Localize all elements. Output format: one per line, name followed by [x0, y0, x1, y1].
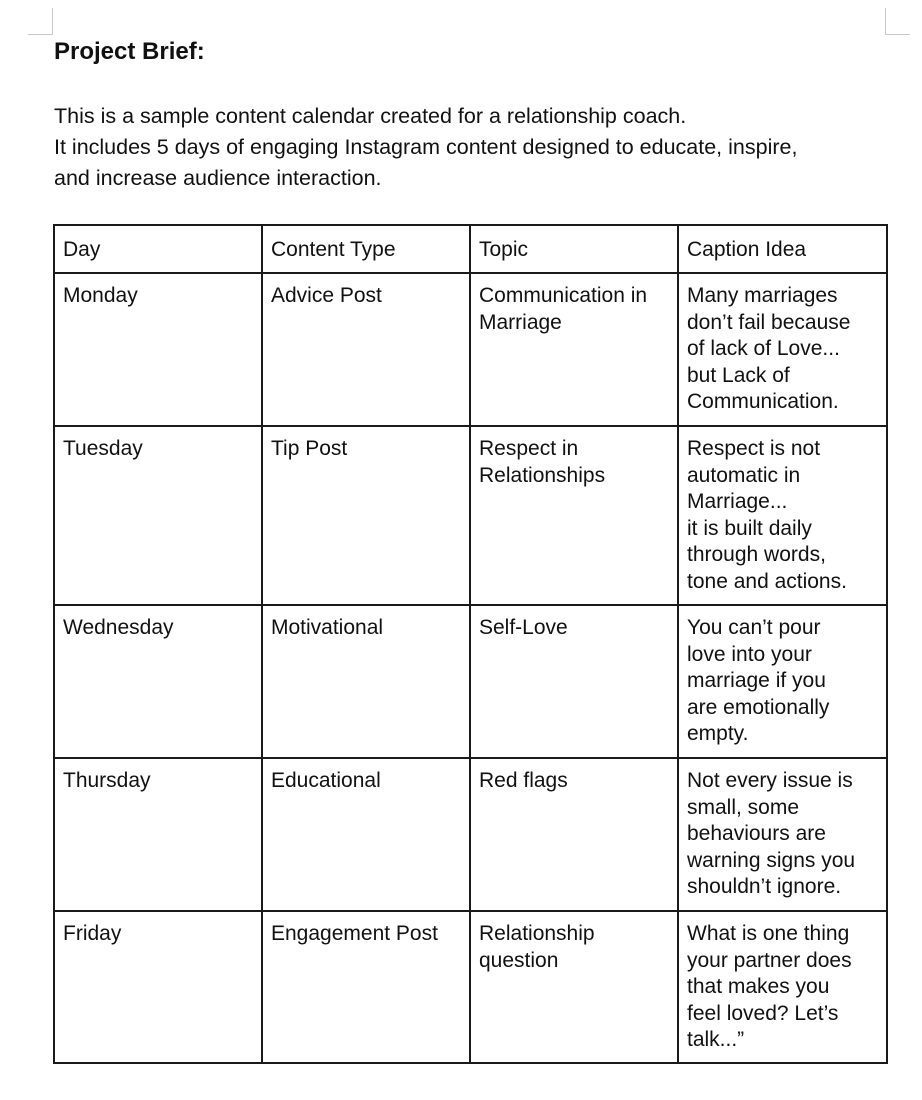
cell-topic: Relationship question [470, 911, 678, 1063]
caption-line: love into your [687, 642, 812, 666]
brief-heading: Project Brief: [54, 38, 205, 65]
caption-line: shouldn’t ignore. [687, 875, 842, 898]
caption-line: that makes you [687, 975, 830, 998]
cell-caption [678, 605, 887, 758]
cell-day: Monday [54, 273, 262, 426]
page-corner-mark-top-left [28, 8, 53, 35]
cell-day: Thursday [54, 758, 262, 911]
caption-line: small, some [687, 795, 800, 819]
cell-content-type: Motivational [262, 605, 470, 758]
caption-line: You can’t pour [687, 616, 821, 639]
cell-day: Tuesday [54, 426, 262, 605]
caption-line: automatic in [687, 463, 801, 487]
caption-line: empty. [687, 722, 749, 745]
caption-line: behaviours are [687, 822, 826, 845]
caption-line: it is built daily [687, 516, 812, 540]
cell-caption [678, 426, 887, 605]
caption-line: warning signs you [687, 848, 856, 872]
cell-content-type: Educational [262, 758, 470, 911]
cell-day: Friday [54, 911, 262, 1063]
header-day: Day [54, 225, 262, 273]
brief-line: It includes 5 days of engaging Instagram content designed to educate, inspire, [54, 135, 798, 159]
brief-line: and increase audience interaction. [54, 166, 382, 190]
cell-topic: Self-Love [470, 605, 678, 758]
cell-content-type: Advice Post [262, 273, 470, 426]
brief-line: This is a sample content calendar created for a relationship coach. [54, 104, 687, 128]
cell-content-type: Engagement Post [262, 911, 470, 1063]
table-header-row [54, 225, 887, 273]
header-topic: Topic [470, 225, 678, 273]
table-row [54, 758, 887, 911]
cell-caption [678, 273, 887, 426]
page-corner-mark-top-right [885, 8, 910, 35]
caption-line: Many marriages [687, 284, 838, 307]
cell-caption [678, 758, 887, 911]
caption-line: Respect is not [687, 437, 821, 460]
cell-topic: Communication in Marriage [470, 273, 678, 426]
caption-line: of lack of Love... [687, 337, 840, 360]
header-caption-idea: Caption Idea [678, 225, 887, 273]
table-row [54, 426, 887, 605]
caption-line: Not every issue is [687, 769, 853, 792]
header-content-type: Content Type [262, 225, 470, 273]
table-row [54, 273, 887, 426]
caption-line: Communication. [687, 390, 839, 413]
brief-paragraph [54, 101, 797, 194]
cell-content-type: Tip Post [262, 426, 470, 605]
caption-line: don’t fail because [687, 310, 851, 334]
caption-line: tone and actions. [687, 569, 847, 593]
content-calendar-table [53, 224, 888, 1064]
cell-caption [678, 911, 887, 1063]
caption-line: What is one thing [687, 922, 850, 945]
caption-line: your partner does [687, 948, 852, 972]
caption-line: Marriage... [687, 490, 788, 513]
cell-topic: Red flags [470, 758, 678, 911]
cell-day: Wednesday [54, 605, 262, 758]
caption-line: but Lack of [687, 363, 790, 387]
caption-line: through words, [687, 543, 826, 566]
caption-line: feel loved? Let’s [687, 1001, 839, 1025]
caption-line: are emotionally [687, 695, 830, 719]
table-row [54, 605, 887, 758]
caption-line: marriage if you [687, 669, 826, 692]
table-row [54, 911, 887, 1063]
cell-topic: Respect in Relationships [470, 426, 678, 605]
caption-line: talk...” [687, 1028, 745, 1051]
